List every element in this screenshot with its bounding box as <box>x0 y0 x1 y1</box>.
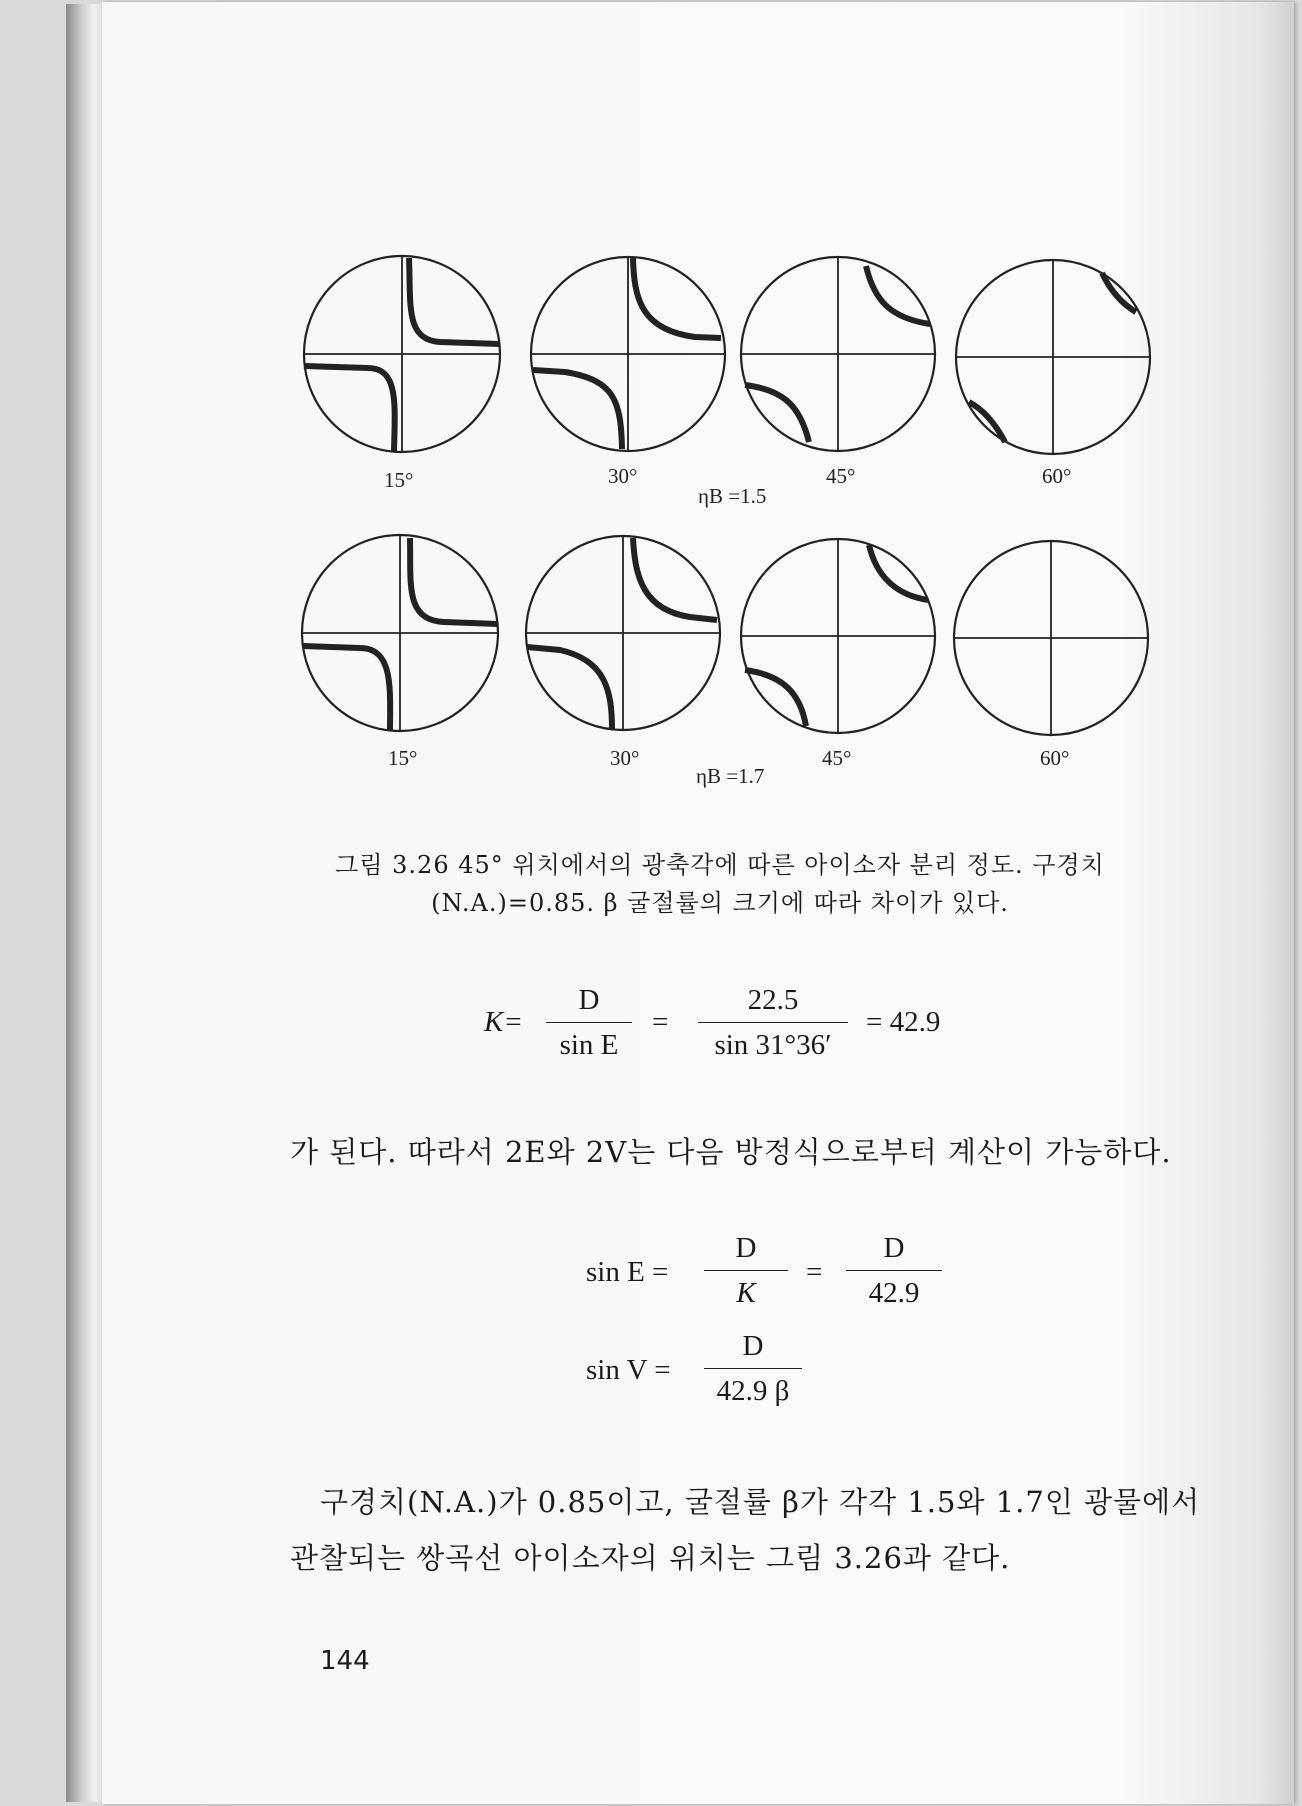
eq3-denominator: 42.9 β <box>716 1375 790 1407</box>
fraction-bar <box>698 1022 848 1023</box>
angle-label: 60° <box>1042 464 1072 488</box>
angle-label: 45° <box>822 746 852 770</box>
body-sentence-1: 가 된다. 따라서 2E와 2V는 다음 방정식으로부터 계산이 가능하다. <box>290 1135 1172 1169</box>
eq1-frac1-numerator: D <box>578 984 600 1016</box>
eta-label-row2: ηΒ =1.7 <box>696 764 765 788</box>
panel-r1-30 <box>531 257 725 451</box>
eq1-lhs: K= <box>484 1006 523 1038</box>
panel-r1-45 <box>741 257 935 451</box>
fraction-bar <box>704 1368 802 1369</box>
eq1-result: = 42.9 <box>866 1006 941 1038</box>
eq2-equals: = <box>806 1256 823 1288</box>
panel-r1-60 <box>956 260 1150 454</box>
page-number: 144 <box>320 1646 370 1676</box>
eq3-fraction <box>704 1326 802 1411</box>
eq2-frac1-numerator: D <box>735 1232 757 1264</box>
eq1-frac2-numerator: 22.5 <box>747 984 799 1016</box>
angle-label: 60° <box>1040 746 1070 770</box>
eq1-frac2-denominator: sin 31°36′ <box>714 1029 832 1061</box>
caption-line-1: 그림 3.26 45° 위치에서의 광축각에 따른 아이소자 분리 정도. 구경치 <box>335 851 1105 879</box>
panel-r2-60 <box>954 541 1148 735</box>
panel-r2-15 <box>302 535 498 731</box>
eq1-equals: = <box>652 1006 669 1038</box>
fraction-bar <box>846 1270 942 1271</box>
caption-line-2: (N.A.)=0.85. β 굴절률의 크기에 따라 차이가 있다. <box>431 889 1009 917</box>
eq2-fraction-2 <box>846 1228 942 1313</box>
panel-r2-45 <box>741 539 935 733</box>
paragraph-line-2: 관찰되는 쌍곡선 아이소자의 위치는 그림 3.26과 같다. <box>290 1541 1011 1575</box>
eq1-frac1-denominator: sin E <box>559 1029 619 1061</box>
angle-label: 15° <box>388 746 418 770</box>
eq2-lhs: sin E = <box>586 1256 669 1288</box>
eq2-frac2-numerator: D <box>883 1232 905 1264</box>
eq1-fraction-1 <box>546 980 632 1065</box>
angle-label: 15° <box>384 468 414 492</box>
fraction-bar <box>546 1022 632 1023</box>
eq2-frac2-denominator: 42.9 <box>868 1277 920 1309</box>
panel-r1-15 <box>304 256 500 452</box>
eq2-frac1-denominator: K <box>736 1277 756 1309</box>
paragraph-line-1: 구경치(N.A.)가 0.85이고, 굴절률 β가 각각 1.5와 1.7인 광물에서 <box>320 1485 1201 1519</box>
panel-r2-30 <box>526 536 720 730</box>
isogyre-diagrams <box>0 0 1302 800</box>
eq3-lhs: sin V = <box>586 1354 671 1386</box>
eq1-fraction-2 <box>698 980 848 1065</box>
figure-3-26 <box>0 0 1302 800</box>
angle-label: 45° <box>826 464 856 488</box>
eq2-fraction-1 <box>704 1228 788 1313</box>
figure-caption <box>290 846 1150 922</box>
eta-label-row1: ηΒ =1.5 <box>698 484 767 508</box>
angle-label: 30° <box>610 746 640 770</box>
eq3-numerator: D <box>742 1330 764 1362</box>
angle-label: 30° <box>608 464 638 488</box>
fraction-bar <box>704 1270 788 1271</box>
